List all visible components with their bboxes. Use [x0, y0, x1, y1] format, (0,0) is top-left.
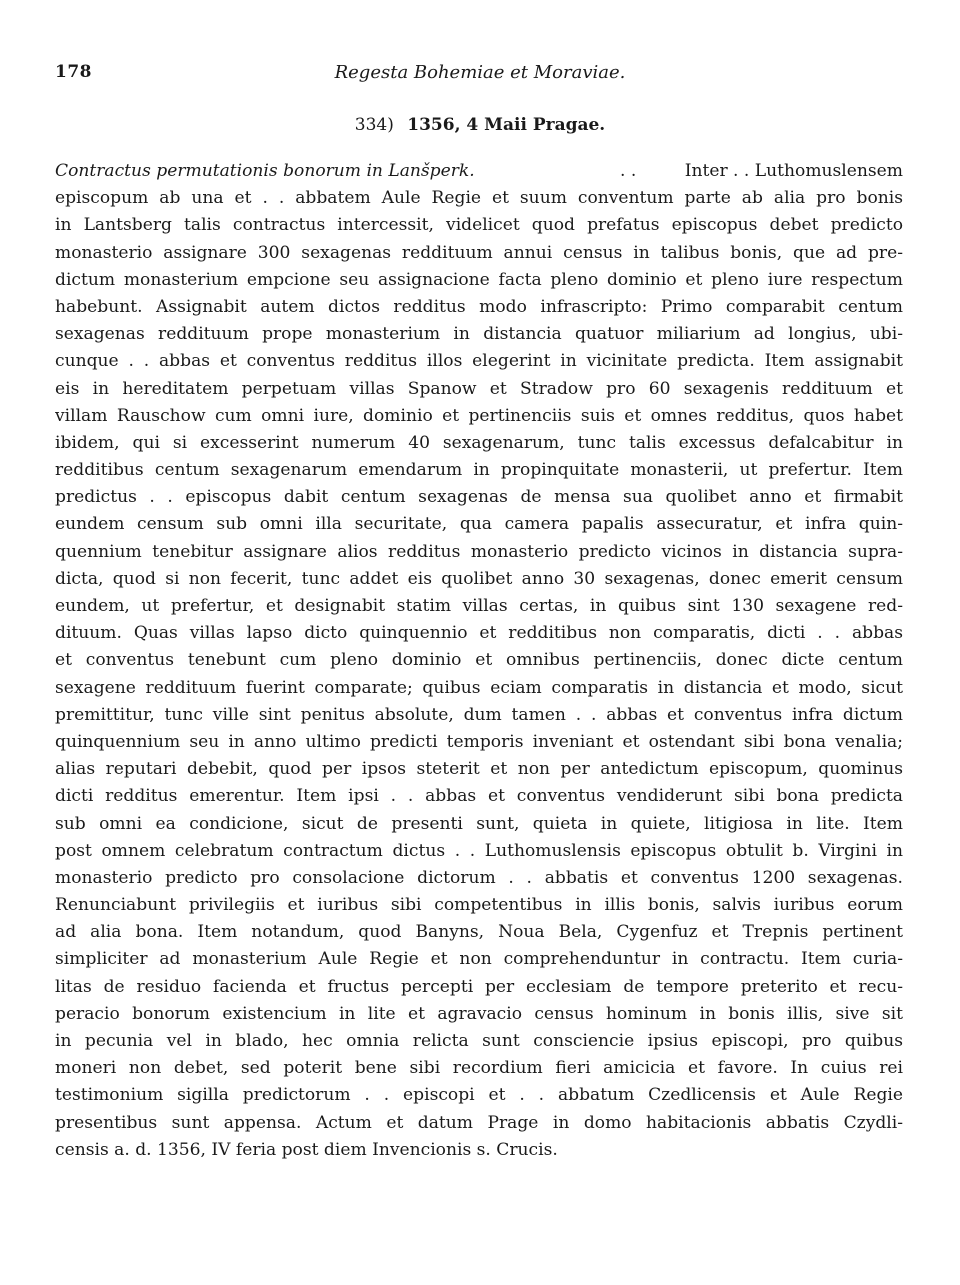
body-line: sub omni ea condicione, sicut de presenti sunt, quieta in quiete, litigiosa in lite. Item — [55, 813, 903, 834]
body-line: litas de residuo facienda et fructus percepti per ecclesiam de tempore preterito et recu- — [55, 976, 903, 997]
body-line: habebunt. Assignabit autem dictos redditus modo infrascripto: Primo comparabit centum — [55, 296, 903, 317]
body-line: peracio bonorum existencium in lite et agravacio census hominum in bonis illis, sive sit — [55, 1003, 903, 1024]
body-line: redditibus centum sexagenarum emendarum in propinquitate monasterii, ut prefertur. Item — [55, 460, 903, 481]
document-heading — [0, 115, 960, 135]
body-line: dictum monasterium empcione seu assignacione facta pleno dominio et pleno iure respectum — [55, 269, 903, 290]
body-line: ibidem, qui si excesserint numerum 40 sexagenarum, tunc talis excessus defalcabitur in — [55, 432, 903, 453]
body-line: dituum. Quas villas lapso dicto quinquennio et redditibus non comparatis, dicti . . abbas — [55, 623, 903, 644]
body-line: et conventus tenebunt cum pleno dominio et omnibus pertinenciis, donec dicte centum — [55, 650, 903, 671]
body-line: censis a. d. 1356, IV feria post diem Invencionis s. Crucis. — [55, 1139, 558, 1160]
document-summary: Contractus permutationis bonorum in Lanšperk. — [55, 161, 475, 181]
body-line: testimonium sigilla predictorum . . episcopi et . . abbatum Czedlicensis et Aule Regie — [55, 1085, 903, 1106]
body-line: in Lantsberg talis contractus intercessit, videlicet quod prefatus episcopus debet predicto — [55, 215, 903, 236]
body-first-line — [55, 158, 903, 185]
running-title: Regesta Bohemiae et Moraviae. — [334, 62, 626, 83]
body-line: eundem, ut prefertur, et designabit statim villas certas, in quibus sint 130 sexagene red- — [55, 596, 903, 616]
body-line: episcopum ab una et . . abbatem Aule Regie et suum conventum parte ab alia pro bonis — [55, 188, 903, 209]
body-line: alias reputari debebit, quod per ipsos steterit et non per antedictum episcopum, quominus — [55, 759, 903, 780]
document-body — [55, 158, 903, 1164]
document-date-place: 1356, 4 Maii Pragae. — [407, 115, 606, 135]
body-line: eis in hereditatem perpetuam villas Spanow et Stradow pro 60 sexagenis reddituum et — [55, 378, 903, 399]
body-line: simpliciter ad monasterium Aule Regie et non comprehenduntur in contractu. Item curia- — [55, 949, 903, 970]
body-line: villam Rauschow cum omni iure, dominio et pertinenciis suis et omnes redditus, quos habet — [55, 405, 903, 426]
body-line: presentibus sunt appensa. Actum et datum Prage in domo habitacionis abbatis Czydli- — [55, 1112, 903, 1133]
body-line: eundem censum sub omni illa securitate, qua camera papalis assecuratur, et infra quin- — [55, 514, 903, 535]
body-line: post omnem celebratum contractum dictus . . Luthomuslensis episcopus obtulit b. Virgini in — [55, 840, 903, 861]
document-number: 334) — [354, 115, 394, 135]
first-line-rest: Inter . . Luthomuslensem — [684, 161, 903, 181]
body-line: quennium tenebitur assignare alios redditus monasterio predicto vicinos in distancia supra- — [55, 541, 903, 562]
body-line: premittitur, tunc ville sint penitus absolute, dum tamen . . abbas et conventus infra dictum — [55, 704, 903, 725]
body-line: monasterio assignare 300 sexagenas reddituum annui census in talibus bonis, que ad pre- — [55, 242, 903, 263]
body-line: dicti redditus emerentur. Item ipsi . . abbas et conventus vendiderunt sibi bona predicta — [55, 786, 903, 807]
body-line: sexagenas reddituum prope monasterium in distancia quatuor miliarium ad longius, ubi- — [55, 324, 903, 345]
body-line: ad alia bona. Item notandum, quod Banyns, Noua Bela, Cygenfuz et Trepnis pertinent — [55, 922, 903, 943]
body-line: dicta, quod si non fecerit, tunc addet eis quolibet anno 30 sexagenas, donec emerit censum — [55, 568, 903, 589]
body-line: in pecunia vel in blado, hec omnia relicta sunt consciencie ipsius episcopi, pro quibus — [55, 1031, 903, 1051]
body-line: quinquennium seu in anno ultimo predicti temporis inveniant et ostendant sibi bona venalia; — [55, 731, 903, 752]
body-line: monasterio predicto pro consolacione dictorum . . abbatis et conventus 1200 sexagenas. — [55, 867, 903, 888]
body-line: moneri non debet, sed poterit bene sibi recordium fieri amicicia et favore. In cuius rei — [55, 1058, 903, 1079]
page-number: 178 — [55, 62, 92, 82]
first-line-ellipsis: . . — [620, 161, 637, 181]
body-line: predictus . . episcopus dabit centum sexagenas de mensa sua quolibet anno et firmabit — [55, 487, 903, 508]
body-line: cunque . . abbas et conventus redditus illos elegerint in vicinitate predicta. Item assignabit — [55, 351, 903, 372]
body-line: Renunciabunt privilegiis et iuribus sibi competentibus in illis bonis, salvis iuribus eorum — [55, 895, 903, 916]
body-lines — [55, 185, 903, 1164]
body-line: sexagene reddituum fuerint comparate; quibus eciam comparatis in distancia et modo, sicut — [55, 677, 903, 698]
